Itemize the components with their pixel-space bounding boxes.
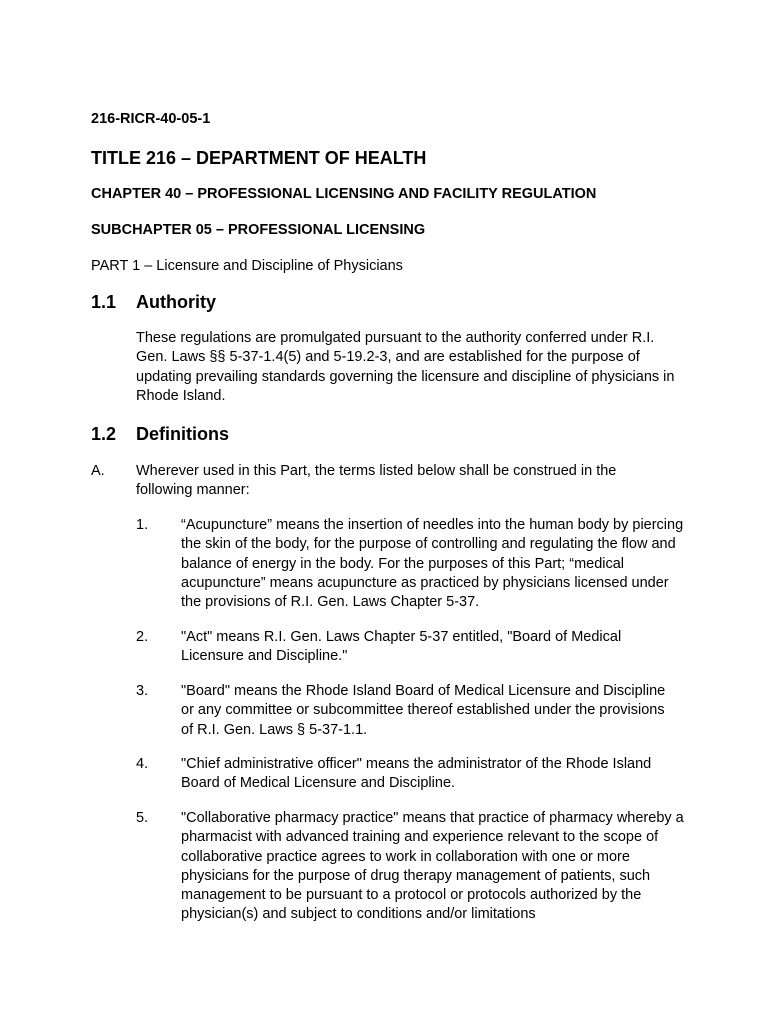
definition-collaborative-pharmacy-practice: "Collaborative pharmacy practice" means that practice of pharmacy whereby a pharmacist with advanced training and experience relevant to the scope of collaborative practice agrees to work in collaboration with one or more physicians for the purpose of drug therapy management of patients, such management to be pursuant to a protocol or protocols authorized by the physician(s) and subject to conditions and/or limitations — [181, 810, 684, 923]
definition-number: 2. — [136, 629, 149, 645]
authority-paragraph: These regulations are promulgated pursuant to the authority conferred under R.I. Gen. Laws §§ 5-37-1.4(5) and 5-19.2-3, and are established for the purpose of updating prevailing standards governing the licensure and discipline of physicians in Rhode Island. — [136, 330, 675, 404]
subsection-paragraph: Wherever used in this Part, the terms listed below shall be construed in the following manner: — [136, 463, 617, 499]
subsection-label: A. — [91, 463, 105, 479]
section-title: Definitions — [136, 424, 229, 444]
section-heading-definitions — [91, 424, 229, 445]
section-number: 1.2 — [91, 424, 117, 444]
definition-number: 3. — [136, 683, 149, 699]
section-number: 1.1 — [91, 292, 117, 312]
part-heading: PART 1 – Licensure and Discipline of Physicians — [91, 258, 403, 274]
section-heading-authority — [91, 292, 216, 313]
definition-act: "Act" means R.I. Gen. Laws Chapter 5-37 entitled, "Board of Medical Licensure and Discipline." — [181, 629, 622, 665]
definition-board: "Board" means the Rhode Island Board of Medical Licensure and Discipline or any committee or subcommittee thereof established under the provisions of R.I. Gen. Laws § 5-37-1.1. — [181, 683, 666, 738]
title-heading: TITLE 216 – DEPARTMENT OF HEALTH — [91, 148, 427, 168]
definition-number: 5. — [136, 810, 149, 826]
definition-acupuncture: “Acupuncture” means the insertion of needles into the human body by piercing the skin of the body, for the purpose of controlling and regulating the flow and balance of energy in the body. For the purposes of this Part; “medical acupuncture” means acupuncture as practiced by physicians licensed under the provisions of R.I. Gen. Laws Chapter 5-37. — [181, 517, 684, 611]
definition-number: 4. — [136, 756, 149, 772]
chapter-heading: CHAPTER 40 – PROFESSIONAL LICENSING AND FACILITY REGULATION — [91, 186, 597, 202]
definition-number: 1. — [136, 517, 149, 533]
definition-chief-administrative-officer: "Chief administrative officer" means the administrator of the Rhode Island Board of Medical Licensure and Discipline. — [181, 756, 652, 792]
section-title: Authority — [136, 292, 216, 312]
subchapter-heading: SUBCHAPTER 05 – PROFESSIONAL LICENSING — [91, 222, 426, 238]
document-id: 216-RICR-40-05-1 — [91, 111, 211, 127]
